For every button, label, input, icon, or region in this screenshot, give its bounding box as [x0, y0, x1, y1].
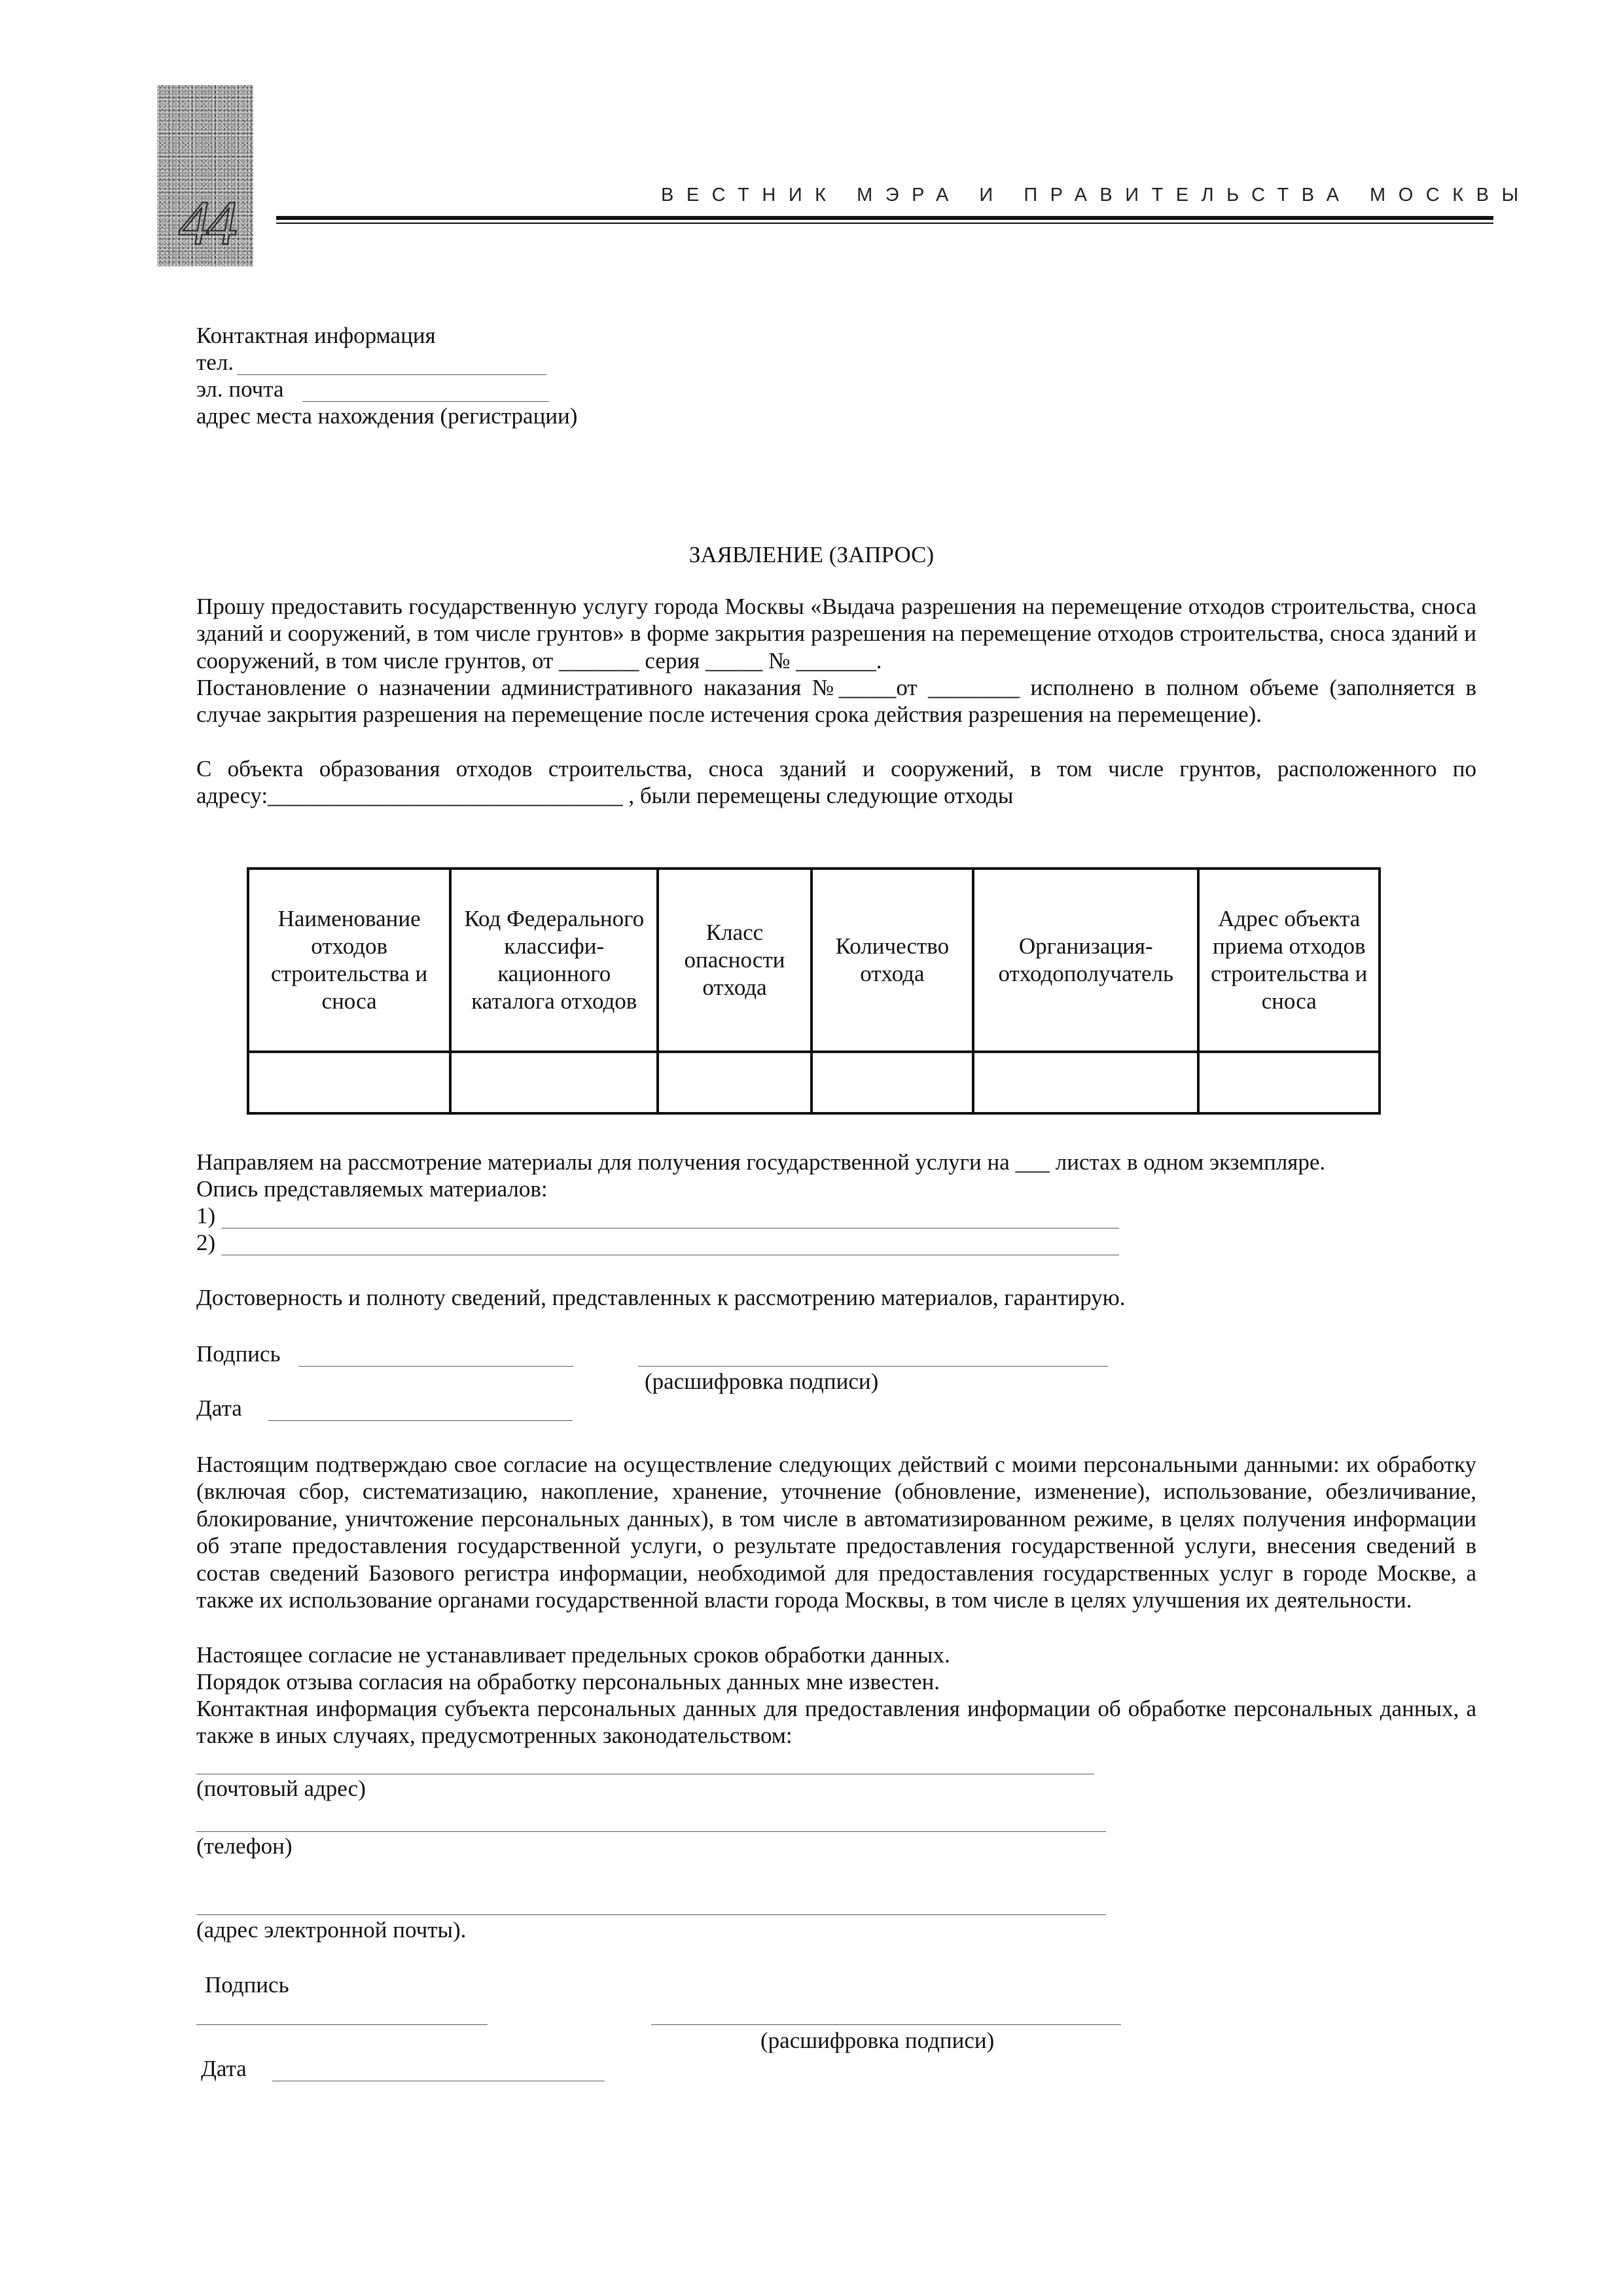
request-paragraph-2-text: Постановление о назначении административного наказания №_____от ________ исполнено в полном объеме (заполняется в случае закрытия разрешения на перемещение после истечения срока действия разрешения на перемещение). [196, 675, 1476, 728]
table-cell[interactable] [812, 1052, 973, 1113]
header-rule [276, 216, 1493, 220]
consent-paragraph-1-text: Настоящим подтверждаю свое согласие на осуществление следующих действий с моими персональными данными: их обработку (включая сбор, систематизацию, накопление, хранение, уточнение (обновление, изменение), использование, обезличивание, блокирование, уничтожение персональных данных), в том числе в автоматизированном режиме, в целях получения информации об этапе предоставления государственной услуги, о результате предоставления государственной услуги, внесения сведений в состав сведений Базового регистра информации, необходимой для предоставления государственных услуг в городе Москве, а также их использование органами государственной власти города Москвы, в том числе в целях улучшения их деятельности. [196, 1452, 1476, 1613]
request-paragraph-2 [196, 674, 1476, 728]
table-cell[interactable] [973, 1052, 1198, 1113]
request-paragraph-3 [196, 755, 1476, 810]
email-label: (адрес электронной почты). [196, 1917, 467, 1943]
materials-item-2: 2) [196, 1230, 216, 1255]
signature2-decode-label: (расшифровка подписи) [760, 2028, 995, 2053]
contact-phone-label: тел. [196, 350, 234, 375]
consent-paragraph-4-text: Контактная информация субъекта персональных данных для предоставления информации об обработке персональных данных, а также в иных случаях, предусмотренных законодательством: [196, 1696, 1476, 1749]
table-header-cell: Адрес объекта приема отходов строительства и сноса [1198, 869, 1380, 1052]
request-paragraph-3-text: С объекта образования отходов строительства, сноса зданий и сооружений, в том числе грунтов, расположенного по адресу:_______________________________ , были перемещены следующие отходы [196, 756, 1476, 809]
date2-label: Дата [201, 2056, 247, 2081]
table-cell[interactable] [248, 1052, 450, 1113]
date-field[interactable] [268, 1420, 573, 1421]
contact-heading: Контактная информация [196, 323, 436, 348]
contact-phone-field[interactable] [237, 374, 546, 375]
table-header-cell: Код Федерального классифи-кационного каталога отходов [450, 869, 658, 1052]
signature-decode-label: (расшифровка подписи) [645, 1369, 879, 1394]
consent-paragraph-2: Настоящее согласие не устанавливает предельных сроков обработки данных. [196, 1642, 950, 1668]
table-row [248, 1052, 1380, 1113]
signature2-field[interactable] [196, 2024, 488, 2025]
materials-line-1: Направляем на рассмотрение материалы для получения государственной услуги на ___ листах в одном экземпляре. [196, 1149, 1326, 1175]
materials-item-1: 1) [196, 1203, 216, 1229]
table-cell[interactable] [1198, 1052, 1380, 1113]
page-number: 44 [179, 188, 234, 258]
page-number-box [157, 85, 253, 266]
signature-field[interactable] [298, 1366, 573, 1367]
consent-paragraph-4 [196, 1695, 1476, 1749]
signature-decode-field[interactable] [638, 1366, 1108, 1367]
materials-line-2: Опись представляемых материалов: [196, 1176, 548, 1202]
table-header-cell: Класс опасности отхода [658, 869, 811, 1052]
table-cell[interactable] [658, 1052, 811, 1113]
table-header-cell: Наименование отходов строительства и сноса [248, 869, 450, 1052]
phone-label: (телефон) [196, 1833, 293, 1859]
materials-item-1-field[interactable] [221, 1228, 1119, 1229]
journal-title: ВЕСТНИК МЭРА И ПРАВИТЕЛЬСТВА МОСКВЫ [661, 185, 1531, 206]
request-paragraph-1 [196, 593, 1476, 674]
phone-field[interactable] [196, 1831, 1106, 1832]
document-title: ЗАЯВЛЕНИЕ (ЗАПРОС) [688, 542, 935, 567]
date-label: Дата [196, 1395, 242, 1421]
consent-paragraph-3: Порядок отзыва согласия на обработку персональных данных мне известен. [196, 1669, 940, 1695]
request-paragraph-1-text: Прошу предоставить государственную услугу города Москвы «Выдача разрешения на перемещение отходов строительства, сноса зданий и сооружений, в том числе грунтов» в форме закрытия разрешения на перемещение отходов строительства, сноса зданий и сооружений, в том числе грунтов, от _______ серия _____ № _______. [196, 594, 1476, 673]
header-rule-thin [276, 223, 1493, 224]
contact-address-label: адрес места нахождения (регистрации) [196, 403, 578, 429]
table-cell[interactable] [450, 1052, 658, 1113]
contact-email-field[interactable] [302, 401, 549, 402]
signature2-decode-field[interactable] [651, 2024, 1121, 2025]
signature-label: Подпись [196, 1341, 281, 1367]
table-header-cell: Количество отхода [812, 869, 973, 1052]
waste-table [247, 867, 1381, 1115]
contact-email-label: эл. почта [196, 376, 284, 402]
postal-address-label: (почтовый адрес) [196, 1776, 366, 1801]
consent-paragraph-1 [196, 1451, 1476, 1613]
email-field[interactable] [196, 1914, 1106, 1915]
table-header-cell: Организация-отходополучатель [973, 869, 1198, 1052]
table-header-row [248, 869, 1380, 1052]
signature2-label: Подпись [205, 1972, 289, 1998]
guarantee-statement: Достоверность и полноту сведений, представленных к рассмотрению материалов, гарантирую. [196, 1285, 1126, 1310]
